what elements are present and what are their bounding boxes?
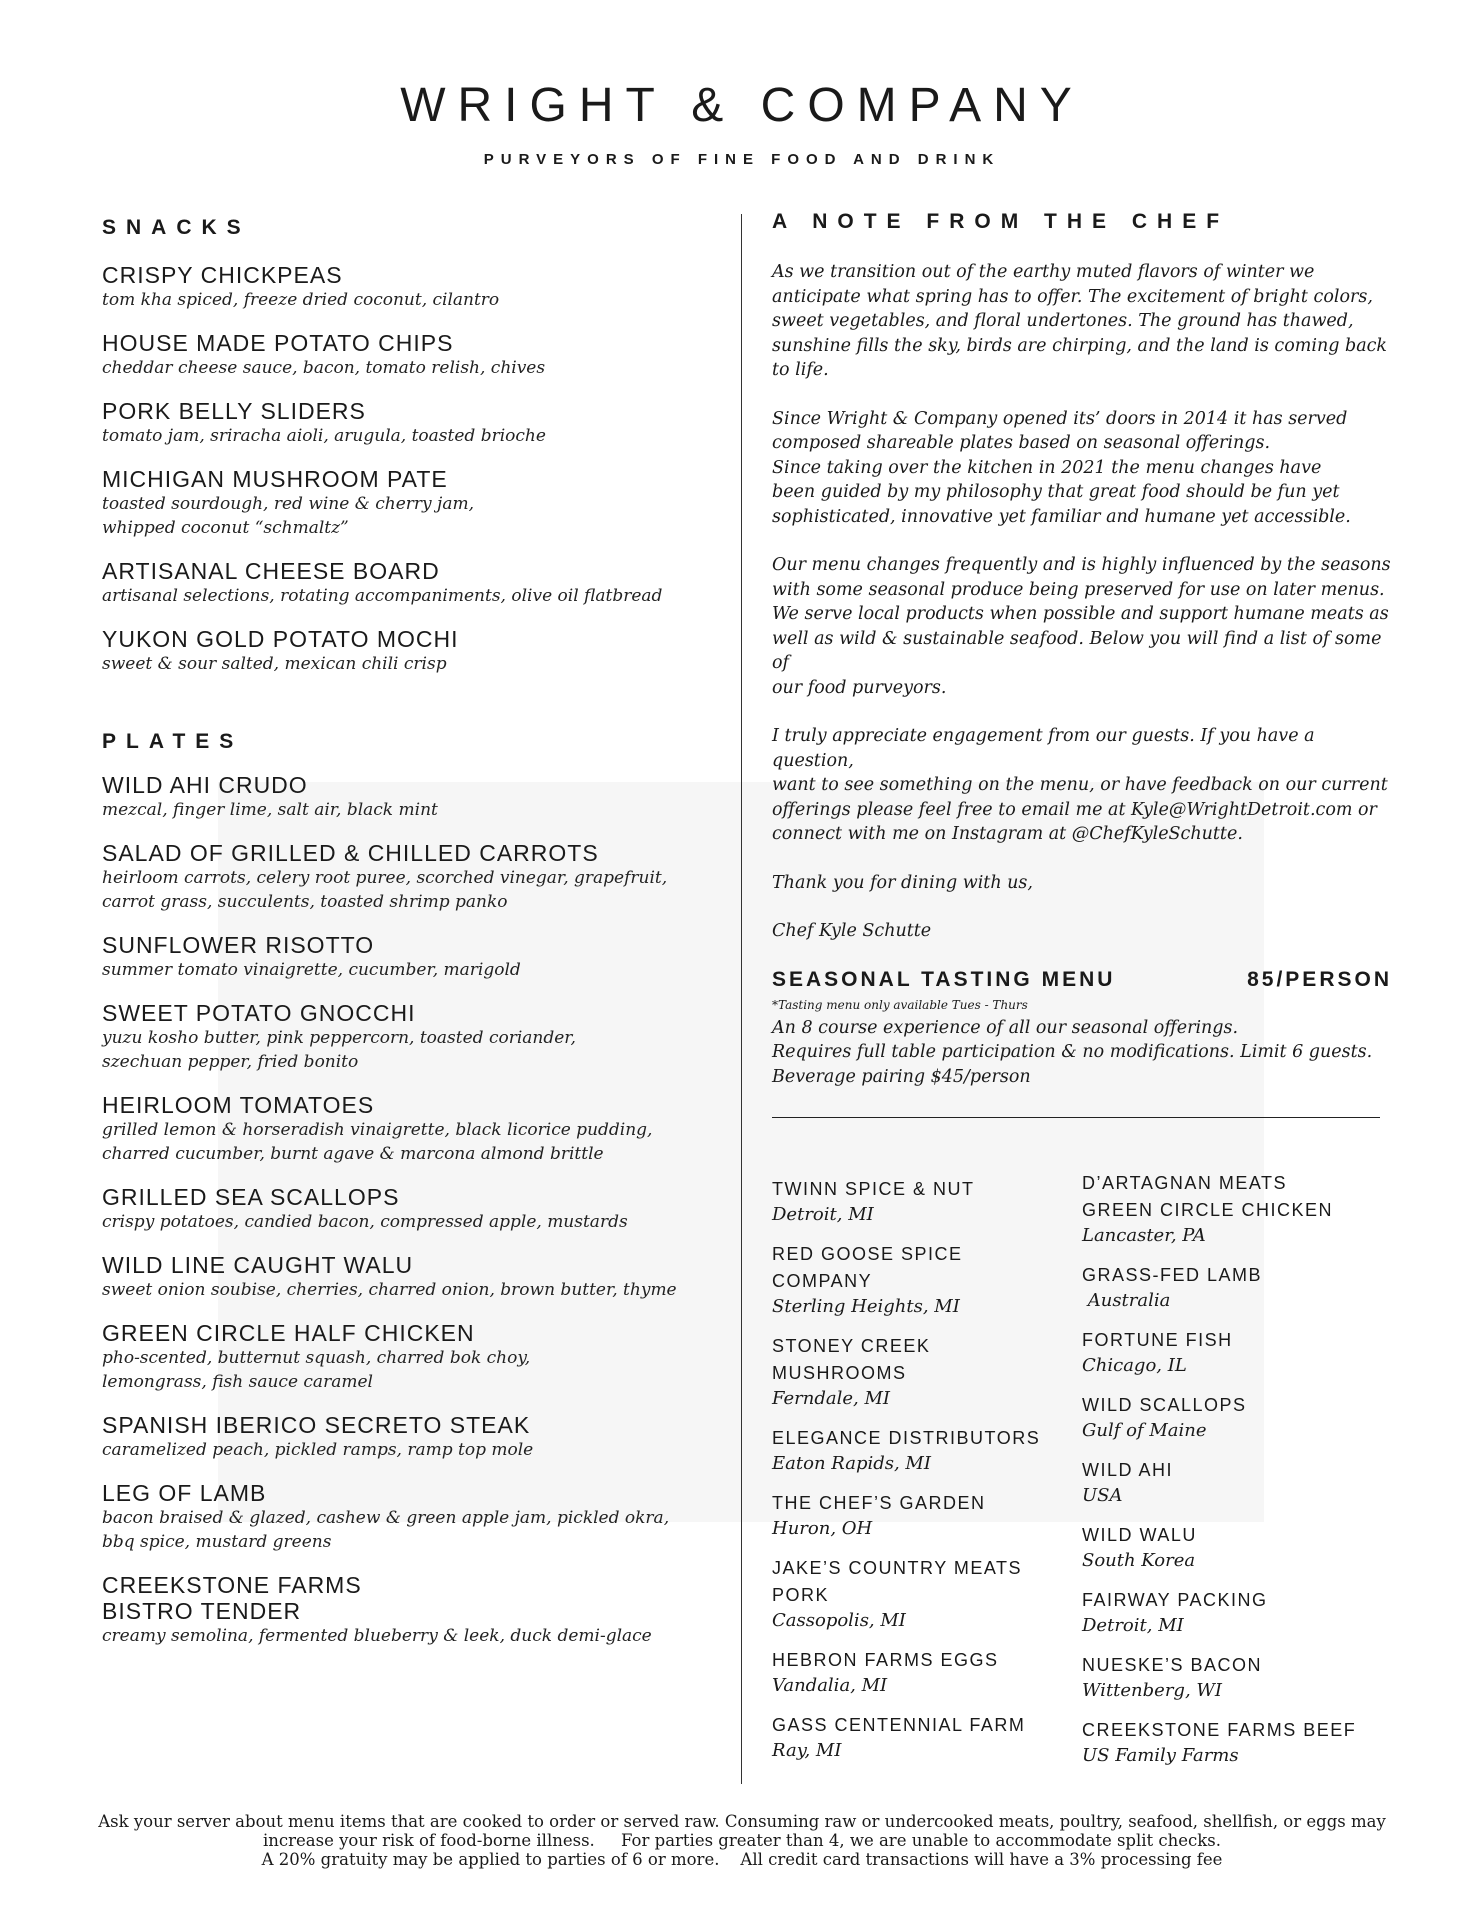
menu-item — [102, 840, 702, 914]
purveyor-name: D’ARTAGNAN MEATS GREEN CIRCLE CHICKEN — [1082, 1173, 1334, 1220]
item-description: toasted sourdough, red wine & cherry jam, whipped coconut “schmaltz” — [102, 494, 474, 538]
menu-item — [102, 932, 702, 982]
menu-item — [102, 1320, 702, 1394]
chef-note-paragraph: As we transition out of the earthy muted flavors of winter we anticipate what spring has to offer. The excitement of bright colors, sweet vegetables, and floral undertones. The ground has thawed, sunshine fills the sky, birds are chirping, and the land is coming back to life. — [772, 262, 1388, 380]
item-name: SUNFLOWER RISOTTO — [102, 932, 375, 958]
purveyor-name: JAKE’S COUNTRY MEATS PORK — [772, 1558, 1023, 1605]
purveyor-name: FAIRWAY PACKING — [1082, 1590, 1268, 1610]
plates-list — [102, 772, 702, 1648]
item-description: sweet & sour salted, mexican chili crisp — [102, 654, 447, 674]
footer-disclaimer — [0, 1812, 1484, 1869]
right-column — [772, 210, 1392, 1782]
plates-heading: PLATES — [102, 730, 244, 753]
purveyor-location: Detroit, MI — [1082, 1615, 1184, 1636]
purveyor — [1082, 1587, 1392, 1638]
item-description: cheddar cheese sauce, bacon, tomato relish, chives — [102, 358, 546, 378]
menu-item — [102, 1480, 702, 1554]
item-description: heirloom carrots, celery root puree, scorched vinegar, grapefruit, carrot grass, succulents, toasted shrimp panko — [102, 868, 668, 912]
purveyor — [772, 1176, 1082, 1227]
purveyor — [772, 1712, 1082, 1763]
item-description: pho-scented, butternut squash, charred bok choy, lemongrass, fish sauce caramel — [102, 1348, 531, 1392]
purveyor-location: Wittenberg, WI — [1082, 1680, 1223, 1701]
item-name: LEG OF LAMB — [102, 1480, 267, 1506]
tasting-menu-description: An 8 course experience of all our seasonal offerings. Requires full table participation & no modifications. Limit 6 guests. Beverage pairing $45/person — [772, 1017, 1373, 1087]
purveyor-name: TWINN SPICE & NUT — [772, 1179, 975, 1199]
purveyor — [1082, 1170, 1392, 1248]
purveyor — [772, 1333, 1082, 1411]
purveyor-location: Ferndale, MI — [772, 1388, 891, 1409]
horizontal-divider — [772, 1117, 1380, 1118]
item-description: tomato jam, sriracha aioli, arugula, toasted brioche — [102, 426, 546, 446]
brand-title: WRIGHT & COMPANY — [400, 79, 1084, 132]
menu-item — [102, 1252, 702, 1302]
menu-item — [102, 398, 702, 448]
purveyor-name: HEBRON FARMS EGGS — [772, 1650, 999, 1670]
purveyor — [1082, 1522, 1392, 1573]
item-name: GRILLED SEA SCALLOPS — [102, 1184, 400, 1210]
purveyor — [1082, 1392, 1392, 1443]
left-column — [102, 216, 702, 1648]
item-description: grilled lemon & horseradish vinaigrette, black licorice pudding, charred cucumber, burnt agave & marcona almond brittle — [102, 1120, 653, 1164]
purveyors-column-left — [772, 1176, 1082, 1782]
item-name: WILD AHI CRUDO — [102, 772, 308, 798]
menu-item — [102, 466, 702, 540]
menu-item — [102, 1572, 702, 1648]
chef-note-paragraph: I truly appreciate engagement from our guests. If you have a question, want to see something on the menu, or have feedback on our current offerings please feel free to email me at Kyle@WrightDetroit.com or connect with me on Instagram at @ChefKyleSchutte. — [772, 726, 1388, 844]
menu-item — [102, 1000, 702, 1074]
item-description: sweet onion soubise, cherries, charred onion, brown butter, thyme — [102, 1280, 677, 1300]
tasting-menu-title: SEASONAL TASTING MENU — [772, 967, 1116, 991]
purveyor — [1082, 1327, 1392, 1378]
purveyor-location: Huron, OH — [772, 1518, 873, 1539]
item-name: MICHIGAN MUSHROOM PATE — [102, 466, 448, 492]
chef-note-body — [772, 260, 1392, 944]
purveyor-name: RED GOOSE SPICE COMPANY — [772, 1244, 963, 1291]
menu-item — [102, 1412, 702, 1462]
item-description: creamy semolina, fermented blueberry & leek, duck demi-glace — [102, 1626, 652, 1646]
item-description: mezcal, finger lime, salt air, black mint — [102, 800, 438, 820]
purveyor-location: Ray, MI — [772, 1740, 842, 1761]
item-name: SPANISH IBERICO SECRETO STEAK — [102, 1412, 531, 1438]
purveyor-name: GASS CENTENNIAL FARM — [772, 1715, 1026, 1735]
purveyor-location: Lancaster, PA — [1082, 1225, 1206, 1246]
purveyor — [772, 1425, 1082, 1476]
purveyor-name: WILD WALU — [1082, 1525, 1197, 1545]
purveyor — [1082, 1457, 1392, 1508]
brand-tagline: PURVEYORS OF FINE FOOD AND DRINK — [483, 151, 1001, 168]
purveyor-location: Vandalia, MI — [772, 1675, 888, 1696]
purveyor-location: Gulf of Maine — [1082, 1420, 1207, 1441]
item-description: tom kha spiced, freeze dried coconut, cilantro — [102, 290, 500, 310]
purveyor-location: Detroit, MI — [772, 1204, 874, 1225]
purveyors-column-right — [1082, 1170, 1392, 1782]
item-name: SALAD OF GRILLED & CHILLED CARROTS — [102, 840, 599, 866]
footer-line: A 20% gratuity may be applied to parties of 6 or more. All credit card transactions will have a 3% processing fee — [261, 1850, 1223, 1869]
tasting-menu-header — [772, 968, 1392, 992]
purveyor-name: WILD SCALLOPS — [1082, 1395, 1247, 1415]
menu-item — [102, 262, 702, 312]
chef-note-paragraph: Our menu changes frequently and is highly influenced by the seasons with some seasonal produce being preserved for use on later menus. We serve local products when possible and support humane meats as well as wild & sustainable seafood. Below you will find a list of some of our food purveyors. — [772, 555, 1391, 698]
item-name: WILD LINE CAUGHT WALU — [102, 1252, 414, 1278]
tasting-menu-price: 85/PERSON — [1247, 967, 1392, 991]
chef-signature: Chef Kyle Schutte — [772, 921, 932, 941]
item-name: ARTISANAL CHEESE BOARD — [102, 558, 440, 584]
purveyor-name: STONEY CREEK MUSHROOMS — [772, 1336, 931, 1383]
purveyor-location: South Korea — [1082, 1550, 1196, 1571]
purveyor — [772, 1241, 1082, 1319]
purveyor-location: Eaton Rapids, MI — [772, 1453, 931, 1474]
chef-note-closing: Thank you for dining with us, — [772, 872, 1033, 893]
snacks-heading: SNACKS — [102, 216, 251, 239]
purveyor — [772, 1490, 1082, 1541]
item-description: bacon braised & glazed, cashew & green apple jam, pickled okra, bbq spice, mustard greens — [102, 1508, 670, 1552]
purveyor-location: Sterling Heights, MI — [772, 1296, 960, 1317]
purveyor-location: US Family Farms — [1082, 1745, 1239, 1766]
menu-item — [102, 330, 702, 380]
item-description: summer tomato vinaigrette, cucumber, marigold — [102, 960, 521, 980]
item-name: HOUSE MADE POTATO CHIPS — [102, 330, 454, 356]
menu-item — [102, 626, 702, 676]
column-divider — [741, 214, 742, 1784]
item-name: HEIRLOOM TOMATOES — [102, 1092, 375, 1118]
menu-item — [102, 772, 702, 822]
purveyor-name: NUESKE’S BACON — [1082, 1655, 1263, 1675]
purveyor-name: FORTUNE FISH — [1082, 1330, 1233, 1350]
purveyor-name: CREEKSTONE FARMS BEEF — [1082, 1720, 1357, 1740]
item-name: PORK BELLY SLIDERS — [102, 398, 366, 424]
item-name: CREEKSTONE FARMS BISTRO TENDER — [102, 1572, 362, 1624]
purveyor-location: Chicago, IL — [1082, 1355, 1187, 1376]
purveyor — [772, 1647, 1082, 1698]
purveyor-name: WILD AHI — [1082, 1460, 1174, 1480]
footer-line: increase your risk of food-borne illness. For parties greater than 4, we are unable to accommodate split checks. — [262, 1831, 1222, 1850]
item-name: SWEET POTATO GNOCCHI — [102, 1000, 416, 1026]
purveyors-list — [772, 1173, 1392, 1782]
tasting-menu-availability: *Tasting menu only available Tues - Thurs — [772, 997, 1028, 1012]
purveyor — [772, 1555, 1082, 1633]
chef-note-paragraph: Since Wright & Company opened its’ doors in 2014 it has served composed shareable plates based on seasonal offerings. Since taking over the kitchen in 2021 the menu changes have been guided by my philosophy that great food should be fun yet sophisticated, innovative yet familiar and humane yet accessible. — [772, 408, 1351, 527]
purveyor-location: USA — [1082, 1485, 1123, 1506]
purveyor-location: Cassopolis, MI — [772, 1610, 906, 1631]
snacks-list — [102, 262, 702, 676]
purveyor — [1082, 1652, 1392, 1703]
purveyor-name: GRASS-FED LAMB — [1082, 1265, 1263, 1285]
item-name: YUKON GOLD POTATO MOCHI — [102, 626, 459, 652]
item-description: crispy potatoes, candied bacon, compressed apple, mustards — [102, 1212, 628, 1232]
item-name: GREEN CIRCLE HALF CHICKEN — [102, 1320, 475, 1346]
menu-header — [0, 78, 1484, 168]
purveyor — [1082, 1717, 1392, 1768]
purveyor-name: THE CHEF’S GARDEN — [772, 1493, 986, 1513]
menu-item — [102, 1092, 702, 1166]
item-description: caramelized peach, pickled ramps, ramp top mole — [102, 1440, 534, 1460]
purveyor — [1082, 1262, 1392, 1313]
chef-note-heading: A NOTE FROM THE CHEF — [772, 210, 1230, 233]
menu-item — [102, 1184, 702, 1234]
item-description: yuzu kosho butter, pink peppercorn, toasted coriander, szechuan pepper, fried bonito — [102, 1028, 576, 1072]
item-description: artisanal selections, rotating accompaniments, olive oil flatbread — [102, 586, 663, 606]
item-name: CRISPY CHICKPEAS — [102, 262, 343, 288]
purveyor-location: Australia — [1082, 1290, 1171, 1311]
purveyor-name: ELEGANCE DISTRIBUTORS — [772, 1428, 1041, 1448]
footer-line: Ask your server about menu items that are cooked to order or served raw. Consuming raw or undercooked meats, poultry, seafood, shellfish, or eggs may — [98, 1812, 1386, 1831]
menu-item — [102, 558, 702, 608]
